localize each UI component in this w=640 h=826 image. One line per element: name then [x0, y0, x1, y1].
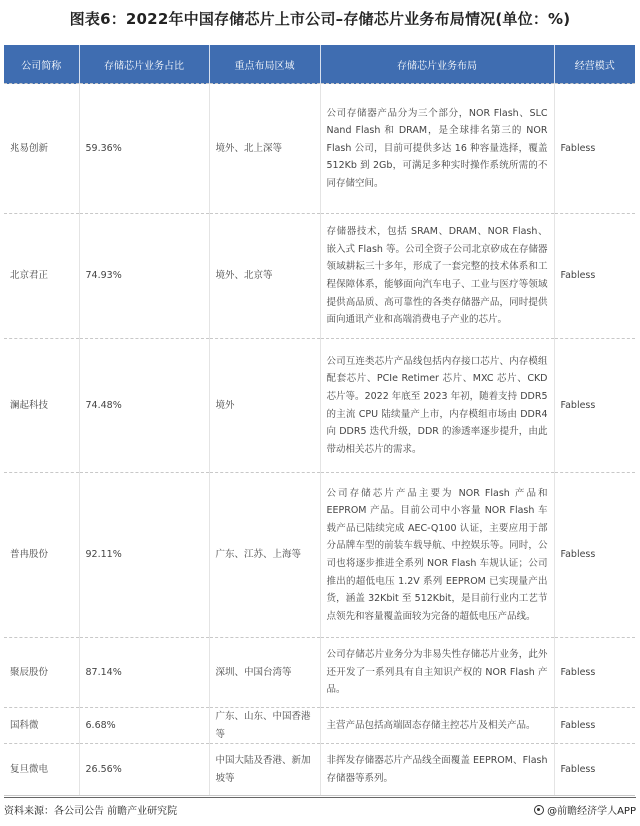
cell-company: 兆易创新 — [4, 84, 79, 214]
cell-region: 广东、江苏、上海等 — [209, 473, 320, 638]
table-row — [4, 473, 635, 638]
cell-layout: 公司存储芯片业务分为非易失性存储芯片业务，此外还开发了一系列具有自主知识产权的 NOR Flash 产品。 — [320, 638, 554, 708]
table-row — [4, 744, 635, 796]
cell-share: 87.14% — [79, 638, 209, 708]
cell-mode: Fabless — [554, 638, 635, 708]
figure-title: 图表6：2022年中国存储芯片上市公司–存储芯片业务布局情况(单位：%) — [69, 10, 571, 28]
brand-label: @前瞻经济学人APP — [547, 806, 636, 817]
cell-share: 59.36% — [79, 84, 209, 214]
cell-layout: 非挥发存储器芯片产品线全面覆盖 EEPROM、Flash 存储器等系列。 — [320, 744, 554, 796]
source-note: 资料来源：各公司公告 前瞻产业研究院 — [4, 806, 178, 817]
cell-layout: 公司互连类芯片产品线包括内存接口芯片、内存模组配套芯片、PCIe Retimer 芯片、MXC 芯片、CKD 芯片等。2022 年底至 2023 年初，随着支持 DDR5 的主流 CPU 陆续量产上市，内存模组市场由 DDR4 向 DDR5 迭代升级，DDR 的渗透率逐步提升，由此带动相关芯片的需求。 — [320, 339, 554, 473]
cell-region: 深圳、中国台湾等 — [209, 638, 320, 708]
cell-region: 境外 — [209, 339, 320, 473]
cell-mode: Fabless — [554, 339, 635, 473]
brand-logo-icon — [534, 805, 544, 815]
cell-company: 复旦微电 — [4, 744, 79, 796]
table-row — [4, 339, 635, 473]
cell-company: 国科微 — [4, 708, 79, 744]
header-mode: 经营模式 — [554, 45, 635, 84]
table-row — [4, 708, 635, 744]
header-region: 重点布局区域 — [209, 45, 320, 84]
cell-share: 74.48% — [79, 339, 209, 473]
cell-share: 26.56% — [79, 744, 209, 796]
cell-region: 境外、北上深等 — [209, 84, 320, 214]
cell-mode: Fabless — [554, 473, 635, 638]
cell-company: 聚辰股份 — [4, 638, 79, 708]
table-row — [4, 84, 635, 214]
cell-company: 澜起科技 — [4, 339, 79, 473]
cell-layout: 公司存储芯片产品主要为 NOR Flash 产品和 EEPROM 产品。目前公司中小容量 NOR Flash 车载产品已陆续完成 AEC-Q100 认证，主要应用于部分品牌车型的前装车载导航、中控娱乐等。同时，公司也将逐步推进全系列 NOR Flash 车规认证；公司推出的超低电压 1.2V 系列 EEPROM 已实现量产出货，涵盖 32Kbit 至 512Kbit，是目前行业内工艺节点领先和容量覆盖面较为完备的超低电压产品线。 — [320, 473, 554, 638]
cell-layout: 主营产品包括高端固态存储主控芯片及相关产品。 — [320, 708, 554, 744]
cell-company: 普冉股份 — [4, 473, 79, 638]
cell-mode: Fabless — [554, 84, 635, 214]
cell-layout: 公司存储器产品分为三个部分，NOR Flash、SLC Nand Flash 和 DRAM，是全球排名第三的 NOR Flash 公司，目前可提供多达 16 种容量选择，覆盖 512Kb 到 2Gb，可满足多种实时操作系统所需的不同存储空间。 — [320, 84, 554, 214]
cell-region: 中国大陆及香港、新加坡等 — [209, 744, 320, 796]
cell-region: 境外、北京等 — [209, 214, 320, 339]
brand — [534, 802, 636, 817]
header-company: 公司简称 — [4, 45, 79, 84]
cell-mode: Fabless — [554, 214, 635, 339]
cell-layout: 存储器技术，包括 SRAM、DRAM、NOR Flash、嵌入式 Flash 等。公司全资子公司北京矽成在存储器领域耕耘三十多年，形成了一套完整的技术体系和工程保障体系，能够面向汽车电子、工业与医疗等领域提供高品质、高可靠性的各类存储器产品，同时提供面向通讯产业和高端消费电子产业的芯片。 — [320, 214, 554, 339]
cell-region: 广东、山东、中国香港等 — [209, 708, 320, 744]
business-layout-table — [4, 45, 635, 796]
footer — [4, 797, 636, 817]
header-share: 存储芯片业务占比 — [79, 45, 209, 84]
cell-company: 北京君正 — [4, 214, 79, 339]
cell-share: 74.93% — [79, 214, 209, 339]
header-row — [4, 45, 635, 84]
cell-mode: Fabless — [554, 744, 635, 796]
cell-share: 6.68% — [79, 708, 209, 744]
table-row — [4, 214, 635, 339]
cell-mode: Fabless — [554, 708, 635, 744]
header-layout: 存储芯片业务布局 — [320, 45, 554, 84]
table-row — [4, 638, 635, 708]
cell-share: 92.11% — [79, 473, 209, 638]
